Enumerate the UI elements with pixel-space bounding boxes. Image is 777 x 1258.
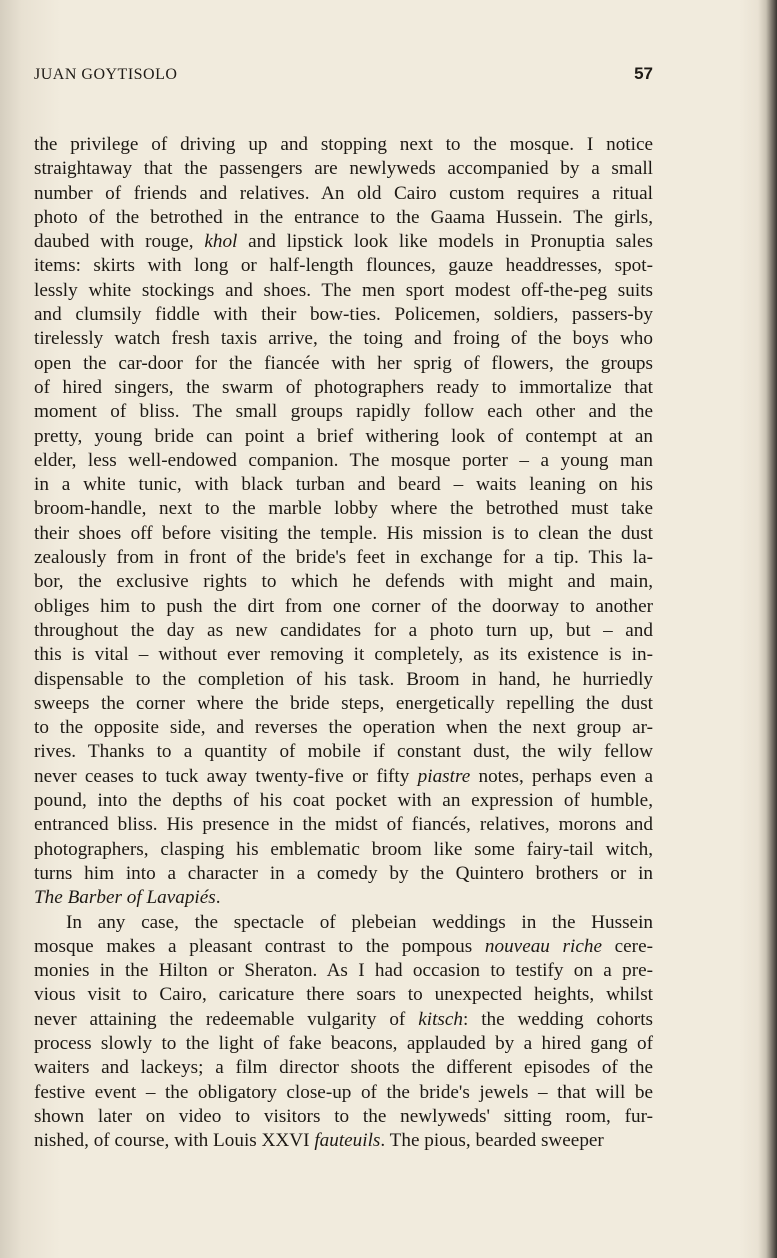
text-line (34, 206, 653, 230)
text-segment: daubed with rouge, (34, 231, 205, 253)
text-line (34, 1081, 653, 1105)
text-line (34, 400, 653, 424)
text-segment: cere- (601, 935, 653, 957)
paragraph (34, 133, 653, 911)
text-segment: straightaway that the passengers are newlyweds accompanied by a small (34, 158, 653, 180)
text-segment: open the car-door for the fiancée with her sprig of flowers, the groups (34, 352, 653, 374)
text-line (34, 911, 653, 935)
text-segment: this is vital – without ever removing it completely, as its existence is in- (34, 644, 653, 666)
body-text (34, 133, 653, 1153)
text-line (34, 595, 653, 619)
text-line (34, 230, 653, 254)
text-line (34, 935, 653, 959)
italic-segment: nouveau riche (484, 935, 602, 957)
text-line (34, 716, 653, 740)
text-line (34, 789, 653, 813)
text-line (34, 352, 653, 376)
text-segment: entranced bliss. His presence in the midst of fiancés, relatives, morons and (34, 814, 653, 836)
text-segment: festive event – the obligatory close-up of the bride's jewels – that will be (34, 1081, 653, 1103)
text-line (34, 182, 653, 206)
text-line (34, 1032, 653, 1056)
text-line (34, 473, 653, 497)
text-segment: the privilege of driving up and stopping next to the mosque. I notice (34, 134, 653, 155)
text-segment: and lipstick look like models in Pronuptia sales (237, 231, 653, 253)
text-segment: shown later on video to visitors to the newlyweds' sitting room, fur- (34, 1105, 653, 1127)
text-segment: in a white tunic, with black turban and beard – waits leaning on his (34, 474, 653, 496)
text-segment: throughout the day as new candidates for a photo turn up, but – and (34, 619, 653, 641)
text-segment: broom-handle, next to the marble lobby where the betrothed must take (34, 498, 653, 520)
text-line (34, 522, 653, 546)
text-segment: tirelessly watch fresh taxis arrive, the toing and froing of the boys who (34, 328, 653, 350)
text-segment: to the opposite side, and reverses the operation when the next group ar- (34, 717, 653, 739)
text-segment: elder, less well-endowed companion. The mosque porter – a young man (34, 449, 653, 471)
text-segment: notes, perhaps even a (470, 765, 653, 787)
text-line (34, 862, 653, 886)
text-segment: bor, the exclusive rights to which he defends with might and main, (34, 571, 653, 593)
text-line (34, 497, 653, 521)
text-segment: lessly white stockings and shoes. The men sport modest off-the-peg suits (34, 279, 653, 301)
text-segment: photo of the betrothed in the entrance to the Gaama Hussein. The girls, (34, 206, 653, 228)
text-line (34, 1105, 653, 1129)
text-segment: photographers, clasping his emblematic broom like some fairy-tail witch, (34, 838, 653, 860)
italic-segment: The Barber of Lavapiés (34, 887, 216, 909)
text-line (34, 1008, 653, 1032)
text-line (34, 570, 653, 594)
text-line (34, 327, 653, 351)
text-segment: and clumsily fiddle with their bow-ties. Policemen, soldiers, passers-by (34, 304, 653, 326)
text-segment: . (215, 887, 221, 909)
running-head (34, 64, 653, 84)
italic-segment: piastre (417, 765, 471, 787)
text-line (34, 133, 653, 157)
text-line (34, 279, 653, 303)
text-line (34, 692, 653, 716)
text-segment: their shoes off before visiting the temple. His mission is to clean the dust (34, 522, 653, 544)
text-segment: pretty, young bride can point a brief withering look of contempt at an (34, 425, 653, 447)
text-segment: of hired singers, the swarm of photographers ready to immortalize that (34, 376, 653, 398)
text-segment: zealously from in front of the bride's feet in exchange for a tip. This la- (34, 547, 653, 569)
text-line (34, 886, 653, 910)
text-line (34, 838, 653, 862)
author-name: JUAN GOYTISOLO (34, 66, 178, 83)
text-line (34, 740, 653, 764)
text-segment: mosque makes a pleasant contrast to the pompous (34, 935, 485, 957)
text-line (34, 425, 653, 449)
italic-segment: fauteuils (314, 1130, 381, 1152)
text-line (34, 254, 653, 278)
text-segment: In any case, the spectacle of plebeian weddings in the Hussein (66, 911, 653, 933)
text-line (34, 157, 653, 181)
text-segment: monies in the Hilton or Sheraton. As I had occasion to testify on a pre- (34, 960, 653, 982)
text-segment: number of friends and relatives. An old Cairo custom requires a ritual (34, 182, 653, 204)
paragraph (34, 911, 653, 1154)
text-segment: rives. Thanks to a quantity of mobile if constant dust, the wily fellow (34, 741, 653, 763)
text-line (34, 376, 653, 400)
page-number: 57 (634, 64, 653, 83)
text-line (34, 303, 653, 327)
italic-segment: kitsch (418, 1008, 463, 1030)
text-segment: . The pious, bearded sweeper (380, 1130, 604, 1152)
text-line (34, 546, 653, 570)
text-segment: moment of bliss. The small groups rapidly follow each other and the (34, 401, 653, 423)
text-line (34, 619, 653, 643)
text-segment: waiters and lackeys; a film director shoots the different episodes of the (34, 1057, 653, 1079)
text-segment: never ceases to tuck away twenty-five or fifty (34, 765, 418, 787)
italic-segment: khol (204, 231, 238, 253)
text-segment: pound, into the depths of his coat pocket with an expression of humble, (34, 790, 653, 812)
text-line (34, 668, 653, 692)
text-segment: sweeps the corner where the bride steps, energetically repelling the dust (34, 692, 653, 714)
text-line (34, 449, 653, 473)
text-line (34, 983, 653, 1007)
text-line (34, 1129, 653, 1153)
text-segment: dispensable to the completion of his task. Broom in hand, he hurriedly (34, 668, 653, 690)
text-line (34, 959, 653, 983)
text-segment: obliges him to push the dirt from one corner of the doorway to another (34, 595, 653, 617)
text-line (34, 765, 653, 789)
text-segment: nished, of course, with Louis XXVI (34, 1130, 315, 1152)
text-line (34, 643, 653, 667)
text-line (34, 813, 653, 837)
text-segment: turns him into a character in a comedy by the Quintero brothers or in (34, 862, 653, 884)
text-segment: process slowly to the light of fake beacons, applauded by a hired gang of (34, 1032, 653, 1054)
text-segment: items: skirts with long or half-length flounces, gauze headdresses, spot- (34, 255, 653, 277)
text-segment: : the wedding cohorts (462, 1008, 653, 1030)
text-segment: vious visit to Cairo, caricature there soars to unexpected heights, whilst (34, 984, 653, 1006)
text-segment: never attaining the redeemable vulgarity of (34, 1008, 419, 1030)
text-line (34, 1056, 653, 1080)
